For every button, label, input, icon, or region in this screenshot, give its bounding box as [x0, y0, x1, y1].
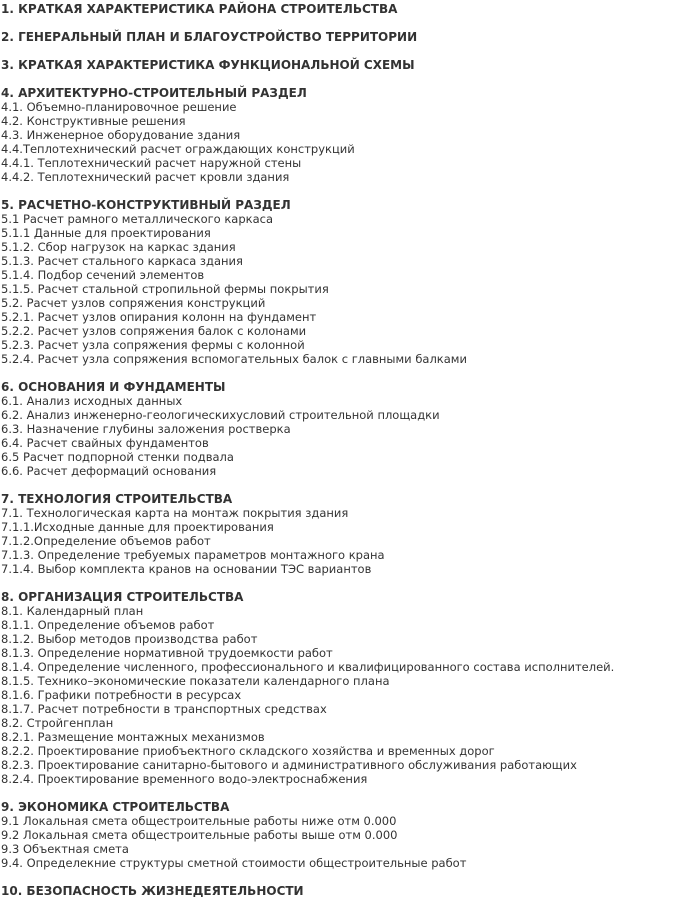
toc-item: 5.2. Расчет узлов сопряжения конструкций	[1, 296, 266, 310]
toc-item: 8.1. Календарный план	[1, 604, 144, 618]
toc-item: 5.2.1. Расчет узлов опирания колонн на фундамент	[1, 310, 317, 324]
toc-item: 8.2.4. Проектирование временного водо-электроснабжения	[1, 772, 368, 786]
toc-item: 5.2.2. Расчет узлов сопряжения балок с колонами	[1, 324, 307, 338]
toc-item: 4.2. Конструктивные решения	[1, 114, 186, 128]
toc-item: 5.1.4. Подбор сечений элементов	[1, 268, 205, 282]
toc-item: 9.1 Локальная смета общестроительные работы ниже отм 0.000	[1, 814, 397, 828]
toc-item: 8.2.1. Размещение монтажных механизмов	[1, 730, 265, 744]
toc-section	[1, 58, 700, 72]
section-heading: 9. ЭКОНОМИКА СТРОИТЕЛЬСТВА	[1, 800, 230, 814]
toc-item: 5.1.3. Расчет стального каркаса здания	[1, 254, 243, 268]
toc-item: 8.2.2. Проектирование приобъектного складского хозяйства и временных дорог	[1, 744, 495, 758]
toc-item: 8.1.7. Расчет потребности в транспортных средствах	[1, 702, 327, 716]
section-heading: 1. КРАТКАЯ ХАРАКТЕРИСТИКА РАЙОНА СТРОИТЕЛЬСТВА	[1, 2, 398, 16]
toc-item: 6.3. Назначение глубины заложения ростверка	[1, 422, 291, 436]
toc-item: 5.1.5. Расчет стальной стропильной фермы покрытия	[1, 282, 329, 296]
toc-item: 8.2. Стройгенплан	[1, 716, 114, 730]
toc-item: 8.2.3. Проектирование санитарно-бытового и административного обслуживания работающих	[1, 758, 577, 772]
toc-item: 4.4.Теплотехнический расчет ограждающих конструкций	[1, 142, 355, 156]
toc-item: 8.1.2. Выбор методов производства работ	[1, 632, 258, 646]
toc-item: 5.2.4. Расчет узла сопряжения вспомогательных балок с главными балками	[1, 352, 467, 366]
toc-item: 4.4.1. Теплотехнический расчет наружной стены	[1, 156, 302, 170]
toc-item: 6.4. Расчет свайных фундаментов	[1, 436, 209, 450]
toc-item: 6.2. Анализ инженерно-геологическихусловий строительной площадки	[1, 408, 440, 422]
toc-item: 7.1.3. Определение требуемых параметров монтажного крана	[1, 548, 385, 562]
section-heading: 6. ОСНОВАНИЯ И ФУНДАМЕНТЫ	[1, 380, 226, 394]
section-heading: 2. ГЕНЕРАЛЬНЫЙ ПЛАН И БЛАГОУСТРОЙСТВО ТЕРРИТОРИИ	[1, 30, 418, 44]
toc-item: 5.1.2. Сбор нагрузок на каркас здания	[1, 240, 236, 254]
toc-item: 8.1.1. Определение объемов работ	[1, 618, 215, 632]
section-heading: 10. БЕЗОПАСНОСТЬ ЖИЗНЕДЕЯТЕЛЬНОСТИ	[1, 884, 304, 898]
section-heading: 7. ТЕХНОЛОГИЯ СТРОИТЕЛЬСТВА	[1, 492, 233, 506]
toc-item: 5.1 Расчет рамного металлического каркаса	[1, 212, 274, 226]
toc-item: 8.1.5. Технико–экономические показатели календарного плана	[1, 674, 390, 688]
toc-item: 9.4. Определекние структуры сметной стоимости общестроительные работ	[1, 856, 467, 870]
toc-item: 8.1.4. Определение численного, профессионального и квалифицированного состава исполнителей.	[1, 660, 615, 674]
toc-item: 7.1. Технологическая карта на монтаж покрытия здания	[1, 506, 349, 520]
toc-section	[1, 492, 700, 576]
toc-section	[1, 884, 700, 898]
toc-section	[1, 2, 700, 16]
section-heading: 4. АРХИТЕКТУРНО-СТРОИТЕЛЬНЫЙ РАЗДЕЛ	[1, 86, 307, 100]
toc-item: 7.1.1.Исходные данные для проектирования	[1, 520, 274, 534]
toc-item: 4.3. Инженерное оборудование здания	[1, 128, 241, 142]
toc-item: 4.1. Объемно-планировочное решение	[1, 100, 237, 114]
toc-section	[1, 800, 700, 870]
section-heading: 8. ОРГАНИЗАЦИЯ СТРОИТЕЛЬСТВА	[1, 590, 244, 604]
section-heading: 3. КРАТКАЯ ХАРАКТЕРИСТИКА ФУНКЦИОНАЛЬНОЙ СХЕМЫ	[1, 58, 415, 72]
toc-section	[1, 30, 700, 44]
toc-item: 4.4.2. Теплотехнический расчет кровли здания	[1, 170, 290, 184]
toc-section	[1, 590, 700, 786]
toc-section	[1, 198, 700, 366]
toc-item: 5.2.3. Расчет узла сопряжения фермы с колонной	[1, 338, 305, 352]
toc-item: 7.1.2.Определение объемов работ	[1, 534, 211, 548]
toc-item: 6.6. Расчет деформаций основания	[1, 464, 217, 478]
toc-item: 8.1.3. Определение нормативной трудоемкости работ	[1, 646, 333, 660]
toc-section	[1, 86, 700, 184]
toc-item: 5.1.1 Данные для проектирования	[1, 226, 211, 240]
toc-section	[1, 380, 700, 478]
toc-item: 9.2 Локальная смета общестроительные работы выше отм 0.000	[1, 828, 398, 842]
section-heading: 5. РАСЧЕТНО-КОНСТРУКТИВНЫЙ РАЗДЕЛ	[1, 198, 291, 212]
toc-item: 9.3 Объектная смета	[1, 842, 129, 856]
toc-item: 6.5 Расчет подпорной стенки подвала	[1, 450, 234, 464]
toc-item: 7.1.4. Выбор комплекта кранов на основании ТЭС вариантов	[1, 562, 372, 576]
toc-item: 8.1.6. Графики потребности в ресурсах	[1, 688, 242, 702]
toc-item: 6.1. Анализ исходных данных	[1, 394, 183, 408]
